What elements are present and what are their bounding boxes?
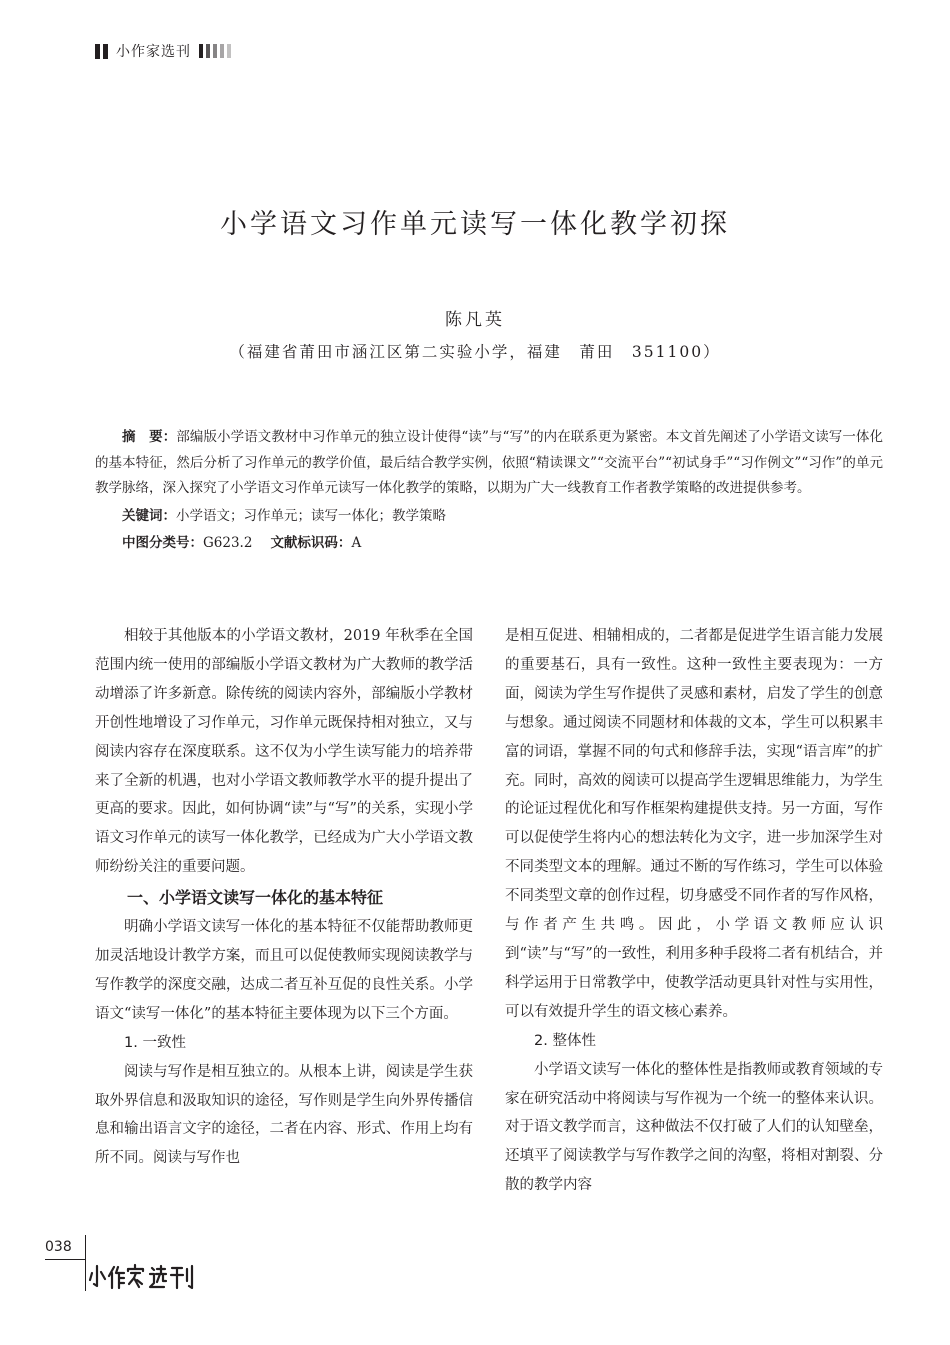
body-left-column <box>95 622 473 1173</box>
header-bars-icon <box>95 44 108 59</box>
section-heading-1: 一、小学语文读写一体化的基本特征 <box>127 888 384 908</box>
page-number: 038 <box>45 1239 72 1255</box>
footer-divider-vertical <box>85 1235 86 1291</box>
intro-paragraph: 相较于其他版本的小学语文教材，2019 年秋季在全国范围内统一使用的部编版小学语文教材为广大教师的教学活动增添了许多新意。除传统的阅读内容外，部编版小学教材开创性地增设了习作单元，习作单元既保持相对独立，又与阅读内容存在深度联系。这不仅为小学生读写能力的培养带来了全新的机遇，也对小学语文教师教学水平的提升提出了更高的要求。因此，如何协调“读”与“写”的关系，实现小学语文习作单元的读写一体化教学，已经成为广大小学语文教师纷纷关注的重要问题。 <box>95 628 473 876</box>
journal-name: 小作家选刊 <box>116 44 191 60</box>
author-affiliation: （福建省莆田市涵江区第二实验小学，福建 莆田 351100） <box>229 343 721 361</box>
footer-divider-horizontal <box>45 1259 85 1260</box>
subsection-heading-consistency: 1. 一致性 <box>124 1034 186 1051</box>
journal-header <box>95 40 231 62</box>
keywords-line <box>95 504 883 530</box>
journal-logo-icon <box>88 1262 198 1292</box>
keywords-label: 关键词： <box>122 507 176 524</box>
clc-label: 中图分类号： <box>122 535 203 551</box>
abstract-paragraph <box>95 425 883 502</box>
abstract-label: 摘 要： <box>122 429 177 445</box>
article-title: 小学语文习作单元读写一体化教学初探 <box>220 209 730 241</box>
article-author: 陈凡英 <box>445 310 505 330</box>
classification-line <box>95 531 883 557</box>
subsection-heading-integrity: 2. 整体性 <box>534 1032 596 1049</box>
body-right-column <box>505 622 883 1200</box>
header-fade-bars-icon <box>199 44 231 58</box>
clc-value: G623.2 <box>203 535 253 551</box>
section-1-paragraph: 明确小学语文读写一体化的基本特征不仅能帮助教师更加灵活地设计教学方案，而且可以促使教师实现阅读教学与写作教学的深度交融，达成二者互补互促的良性关系。小学语文“读写一体化”的基本特征主要体现为以下三个方面。 <box>95 919 473 1022</box>
integrity-paragraph: 小学语文读写一体化的整体性是指教师或教育领域的专家在研究活动中将阅读与写作视为一个统一的整体来认识。对于语文教学而言，这种做法不仅打破了人们的认知壁垒，还填平了阅读教学与写作教学之间的沟壑，将相对割裂、分散的教学内容 <box>505 1061 883 1194</box>
consistency-paragraph-cont: 是相互促进、相辅相成的，二者都是促进学生语言能力发展的重要基石，具有一致性。这种一致性主要表现为：一方面，阅读为学生写作提供了灵感和素材，启发了学生的创意与想象。通过阅读不同题材和体裁的文本，学生可以积累丰富的词语，掌握不同的句式和修辞手法，实现“语言库”的扩充。同时，高效的阅读可以提高学生逻辑思维能力，为学生的论证过程优化和写作框架构建提供支持。另一方面，写作可以促使学生将内心的想法转化为文字，进一步加深学生对不同类型文本的理解。通过不断的写作练习，学生可以体验不同类型文章的创作过程，切身感受不同作者的写作风格，与作者产生共鸣。因此，小学语文教师应认识到“读”与“写”的一致性，利用多种手段将二者有机结合，并科学运用于日常教学中，使教学活动更具针对性与实用性，可以有效提升学生的语文核心素养。 <box>505 628 883 1020</box>
abstract-block <box>95 425 883 557</box>
journal-logo <box>88 1262 198 1296</box>
doc-code-label: 文献标识码： <box>270 535 352 551</box>
abstract-text: 部编版小学语文教材中习作单元的独立设计使得“读”与“写”的内在联系更为紧密。本文首先阐述了小学语文读写一体化的基本特征，然后分析了习作单元的教学价值，最后结合教学实例，依照“精读课文”“交流平台”“初试身手”“习作例文”“习作”的单元教学脉络，深入探究了小学语文习作单元读写一体化教学的策略，以期为广大一线教育工作者教学策略的改进提供参考。 <box>95 429 883 496</box>
keywords-text: 小学语文；习作单元；读写一体化；教学策略 <box>176 507 446 524</box>
doc-code-value: A <box>351 535 362 551</box>
consistency-paragraph: 阅读与写作是相互独立的。从根本上讲，阅读是学生获取外界信息和汲取知识的途径，写作则是学生向外界传播信息和输出语言文字的途径，二者在内容、形式、作用上均有所不同。阅读与写作也 <box>95 1063 473 1167</box>
